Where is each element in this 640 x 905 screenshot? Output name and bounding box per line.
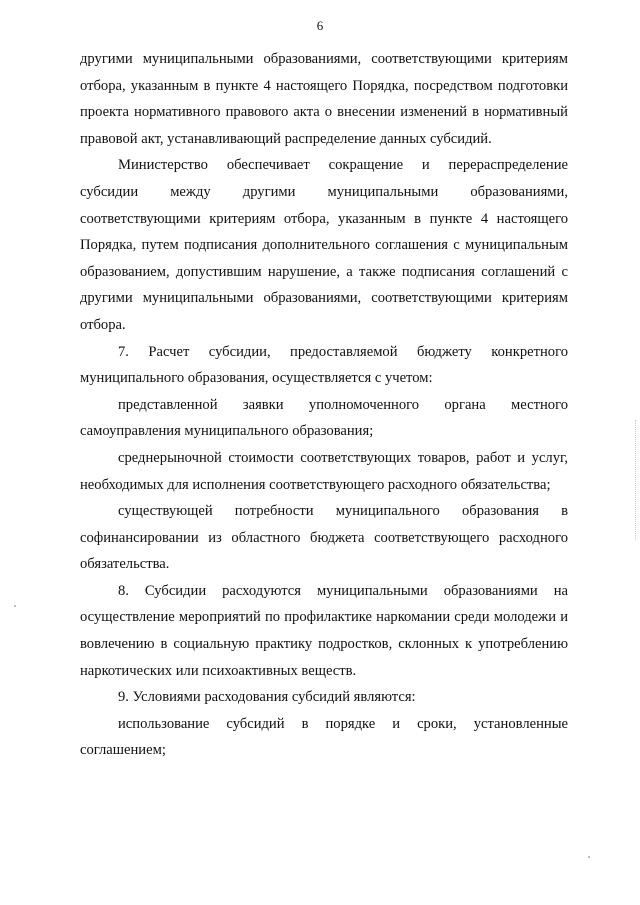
page-number: 6 xyxy=(316,18,324,33)
document-body xyxy=(80,46,568,764)
paragraph-7: 8. Субсидии расходуются муниципальными образованиями на осуществление мероприятий по профилактике наркомании среди молодежи и вовлечению в социальную практику подростков, склонных к употреблению наркотических или психоактивных веществ. xyxy=(80,582,568,679)
paragraph-4: представленной заявки уполномоченного органа местного самоуправления муниципального образования; xyxy=(80,396,568,440)
paragraph-8: 9. Условиями расходования субсидий являются: xyxy=(118,689,416,706)
paragraph-3: 7. Расчет субсидии, предоставляемой бюджету конкретного муниципального образования, осуществляется с учетом: xyxy=(80,343,568,387)
paragraph-9: использование субсидий в порядке и сроки, установленные соглашением; xyxy=(80,715,568,759)
scan-dot xyxy=(14,605,16,607)
paragraph-5: среднерыночной стоимости соответствующих товаров, работ и услуг, необходимых для исполнения соответствующего расходного обязательства; xyxy=(80,449,568,493)
paragraph-1: другими муниципальными образованиями, соответствующими критериям отбора, указанным в пункте 4 настоящего Порядка, посредством подготовки проекта нормативного правового акта о внесении изменений в нормативный правовой акт, устанавливающий распределение данных субсидий. xyxy=(80,51,568,147)
scan-dot xyxy=(588,856,590,858)
paragraph-6: существующей потребности муниципального образования в софинансировании из областного бюджета соответствующего расходного обязательства. xyxy=(80,503,568,573)
paragraph-2: Министерство обеспечивает сокращение и перераспределение субсидии между другими муниципальными образованиями, соответствующими критериям отбора, указанным в пункте 4 настоящего Порядка, путем подписания дополнительного соглашения с муниципальным образованием, допустившим нарушение, а также подписания соглашений с другими муниципальными образованиями, соответствующими критериям отбора. xyxy=(80,157,568,333)
scan-margin-mark xyxy=(633,420,636,540)
